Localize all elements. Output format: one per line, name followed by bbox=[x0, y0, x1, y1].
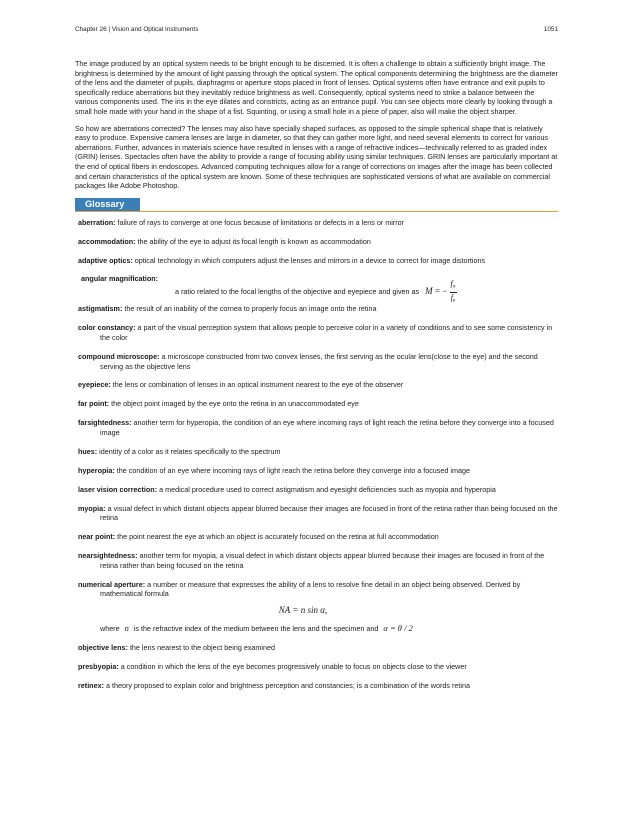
glossary-entry bbox=[78, 551, 558, 570]
glossary-entry-angular-magnification bbox=[78, 274, 558, 304]
glossary-entry bbox=[78, 352, 558, 371]
glossary-entry bbox=[78, 532, 558, 542]
glossary-list bbox=[75, 218, 558, 691]
where-variable: n bbox=[124, 623, 129, 633]
glossary-term: presbyopia: bbox=[78, 661, 119, 671]
glossary-definition: a number or measure that expresses the ability of a lens to resolve fine detail in an object being observed. Derived by mathematical formula bbox=[100, 579, 521, 599]
glossary-entry bbox=[78, 662, 558, 672]
glossary-entry bbox=[78, 304, 558, 314]
glossary-definition: a part of the visual perception system that allows people to perceive color in a variety of conditions and to see some consistency in the color bbox=[100, 323, 553, 342]
glossary-title: Glossary bbox=[75, 198, 140, 211]
glossary-term: hyperopia: bbox=[78, 465, 115, 475]
glossary-term: nearsightedness: bbox=[78, 551, 138, 560]
glossary-entry bbox=[78, 256, 558, 266]
glossary-entry bbox=[78, 218, 558, 228]
glossary-definition: a visual defect in which distant objects appear blurred because their images are focused in front of the retina rather than being focused on the retina bbox=[100, 503, 558, 523]
glossary-header bbox=[75, 198, 558, 212]
glossary-entry bbox=[78, 447, 558, 457]
glossary-definition: the result of an inability of the cornea to properly focus an image onto the retina bbox=[124, 304, 377, 314]
glossary-entry bbox=[78, 399, 558, 409]
glossary-definition: optical technology in which computers adjust the lenses and mirrors in a device to correct for image distortions bbox=[134, 255, 486, 265]
where-prefix: where bbox=[100, 624, 120, 633]
glossary-term: angular magnification: bbox=[81, 274, 159, 284]
glossary-definition: another term for hyperopia, the condition of an eye where incoming rays of light reach the retina before they converge into a focused image bbox=[100, 418, 554, 437]
where-alpha: α = θ / 2 bbox=[383, 623, 413, 633]
glossary-entry bbox=[78, 380, 558, 390]
where-text: is the refractive index of the medium between the lens and the specimen and bbox=[133, 624, 379, 633]
page-header bbox=[75, 26, 558, 38]
paragraph-brightness: The image produced by an optical system needs to be bright enough to be discerned. It is often a challenge to obtain a sufficiently bright image. The brightness is determined by the amount of light passing through the optical system. The optical components determining the brightness are the diameter of the lens and the diameter of pupils, diaphragms or aperture stops placed in front of lenses. Optical systems often have entrance and exit pupils to specifically reduce aberrations but they inevitably reduce brightness as well. Consequently, optical systems need to strike a balance between the various components used. The iris in the eye dilates and constricts, acting as an entrance pupil. You can see objects more clearly by looking through a small hole made with your hand in the shape of a fist. Squinting, or using a small hole in a piece of paper, also will make the object sharper. bbox=[75, 59, 558, 116]
glossary-entry bbox=[78, 237, 558, 247]
formula-numerator bbox=[450, 279, 457, 293]
glossary-term: compound microscope: bbox=[78, 351, 160, 361]
glossary-term: near point: bbox=[78, 532, 116, 542]
glossary-entry bbox=[78, 485, 558, 495]
formula-denominator bbox=[450, 293, 457, 306]
glossary-term: eyepiece: bbox=[78, 380, 111, 390]
glossary-definition: another term for myopia, a visual defect in which distant objects appear blurred because their images are focused in front of the retina rather than being focused on the retina bbox=[100, 551, 545, 570]
glossary-definition: a medical procedure used to correct astigmatism and eyesight deficiencies such as myopia and hyperopia bbox=[159, 484, 496, 494]
glossary-term: laser vision correction: bbox=[78, 484, 158, 494]
glossary-term: farsightedness: bbox=[78, 418, 132, 428]
glossary-entry bbox=[78, 466, 558, 476]
numerical-aperture-formula: NA = n sin α, bbox=[278, 605, 328, 615]
formula-equals: = bbox=[434, 286, 440, 297]
paragraph-aberrations: So how are aberrations corrected? The lenses may also have specially shaped surfaces, as opposed to the simple spherical shape that is relatively easy to produce. Expensive camera lenses are large in diameter, so that they can gather more light, and need several elements to correct for various aberrations. Further, advances in materials science have resulted in lenses with a range of refractive indices—technically referred to as graded index (GRIN) lenses. Spectacles often have the ability to provide a range of focusing ability using similar techniques. GRIN lenses are particularly important at the end of optical fibers in endoscopes. Advanced computing techniques allow for a range of corrections on images after the image has been collected and certain characteristics of the optical system are known. Some of these techniques are sophisticated versions of what are available on commercial packages like Adobe Photoshop. bbox=[75, 123, 558, 191]
glossary-entry bbox=[78, 323, 558, 342]
numerical-aperture-where bbox=[100, 623, 558, 633]
glossary-definition: the lens nearest to the object being examined bbox=[129, 643, 275, 652]
glossary-term: color constancy: bbox=[78, 323, 136, 333]
glossary-term: retinex: bbox=[78, 680, 104, 690]
glossary-entry bbox=[78, 504, 558, 523]
glossary-definition: the lens or combination of lenses in an optical instrument nearest to the eye of the observer bbox=[112, 380, 404, 390]
glossary-definition: failure of rays to converge at one focus because of limitations or defects in a lens or mirror bbox=[117, 217, 404, 227]
glossary-term: far point: bbox=[78, 399, 110, 409]
glossary-term: numerical aperture: bbox=[78, 579, 146, 589]
glossary-term: astigmatism: bbox=[78, 304, 123, 314]
glossary-entry bbox=[78, 580, 558, 599]
formula-den-var: f bbox=[450, 292, 453, 302]
glossary-definition: the object point imaged by the eye onto the retina in an unaccommodated eye bbox=[111, 399, 359, 409]
glossary-term: hues: bbox=[78, 446, 98, 456]
glossary-definition: the point nearest the eye at which an object is accurately focused on the retina at full accommodation bbox=[117, 532, 439, 542]
glossary-definition: a condition in which the lens of the eye becomes progressively unable to focus on objects close to the viewer bbox=[120, 661, 467, 671]
formula-fraction bbox=[450, 279, 457, 305]
page-number: 1051 bbox=[543, 26, 558, 33]
glossary-term: accommodation: bbox=[78, 236, 136, 246]
glossary-term: myopia: bbox=[78, 503, 106, 513]
page-body bbox=[75, 59, 558, 700]
angular-magnification-formula bbox=[425, 279, 456, 304]
glossary-entry bbox=[78, 643, 558, 653]
glossary-definition: the ability of the eye to adjust its focal length is known as accommodation bbox=[137, 236, 371, 246]
formula-num-sub: o bbox=[452, 283, 456, 290]
formula-sign: − bbox=[442, 286, 448, 297]
glossary-entry bbox=[78, 681, 558, 691]
glossary-entry bbox=[78, 418, 558, 437]
glossary-definition bbox=[175, 279, 457, 305]
glossary-term: aberration: bbox=[78, 217, 116, 227]
glossary-definition: a theory proposed to explain color and brightness perception and constancies; is a combination of the words retina bbox=[105, 680, 470, 690]
glossary-term: objective lens: bbox=[78, 643, 128, 652]
glossary-definition: a microscope constructed from two convex lenses, the first serving as the ocular lens(close to the eye) and the second serving as the objective lens bbox=[100, 351, 538, 371]
glossary-term: adaptive optics: bbox=[78, 255, 133, 265]
formula-num-var: f bbox=[450, 279, 453, 289]
formula-den-sub: e bbox=[452, 297, 456, 304]
glossary-definition: identity of a color as it relates specifically to the spectrum bbox=[99, 446, 281, 456]
glossary-definition: the condition of an eye where incoming rays of light reach the retina before they converge into a focused image bbox=[116, 465, 470, 475]
chapter-title: Chapter 26 | Vision and Optical Instruments bbox=[75, 26, 199, 33]
angular-magnification-text: a ratio related to the focal lengths of the objective and eyepiece and given as bbox=[175, 287, 420, 297]
formula-lhs: M bbox=[425, 286, 433, 297]
